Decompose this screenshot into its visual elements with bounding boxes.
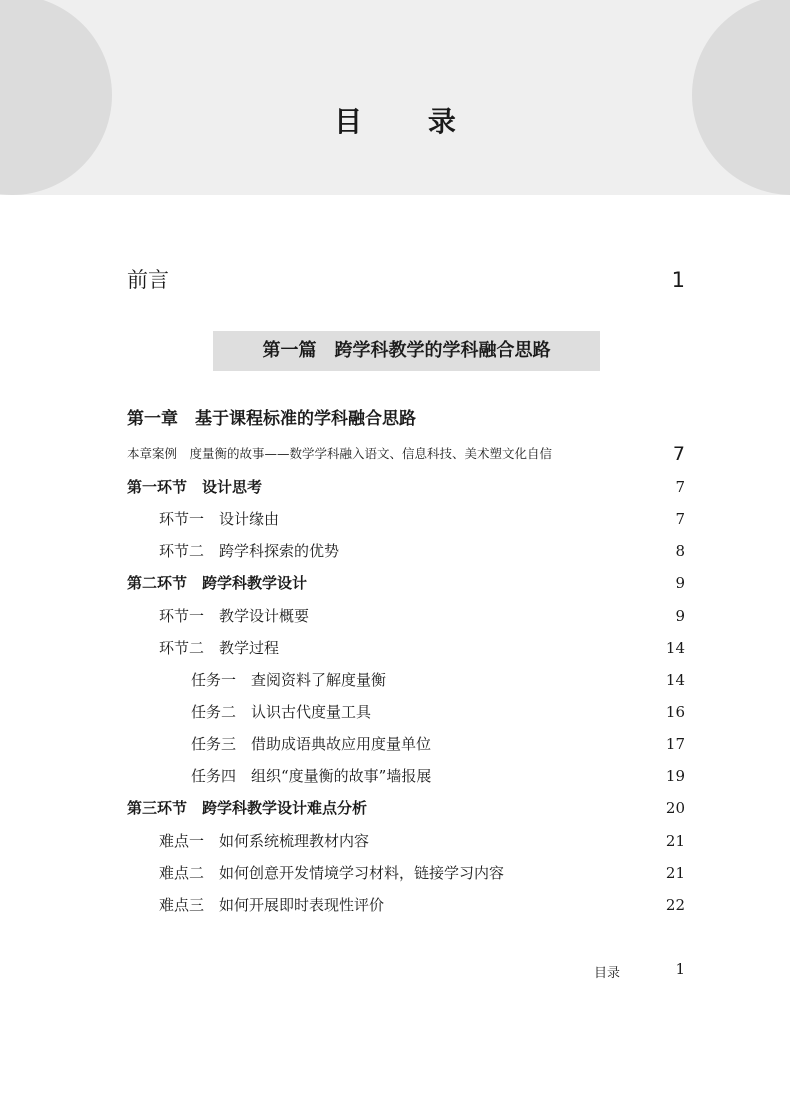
toc-entry-label: 任务三 借助成语典故应用度量单位 [191,735,432,753]
toc-entry-page: 9 [675,574,685,592]
toc-entry-page: 21 [665,864,685,882]
toc-entry-label: 环节一 设计缘由 [159,510,280,528]
toc-entry-page: 16 [665,703,685,721]
toc-entry-label: 环节二 跨学科探索的优势 [159,542,340,560]
toc-entry-label: 任务二 认识古代度量工具 [191,703,372,721]
header-banner [0,0,790,195]
toc-entry[interactable] [0,760,790,792]
toc-entry[interactable] [0,728,790,760]
toc-entry-page: 21 [665,832,685,850]
toc-entry[interactable] [0,857,790,889]
toc-entry[interactable] [0,503,790,535]
toc-entry[interactable] [0,696,790,728]
toc-entry[interactable] [0,825,790,857]
toc-entry-label: 第三环节 跨学科教学设计难点分析 [127,799,368,817]
part-heading[interactable]: 第一篇 跨学科教学的学科融合思路 [213,331,600,371]
toc-entry[interactable] [0,535,790,567]
chapter-label: 第一章 基于课程标准的学科融合思路 [127,409,416,429]
toc-entry-label: 任务四 组织“度量衡的故事”墙报展 [191,767,432,785]
toc-entry-page: 20 [665,799,685,817]
toc-entry-label: 第二环节 跨学科教学设计 [127,574,308,592]
toc-entry-label: 本章案例 度量衡的故事——数学学科融入语文、信息科技、美术塑文化自信 [127,446,553,461]
toc-entry-page: 7 [672,443,685,465]
decorative-circle-left [0,0,112,195]
chapter-heading[interactable] [0,403,790,435]
toc-entry-page: 22 [665,896,685,914]
toc-entry[interactable] [0,664,790,696]
toc-entry-page: 19 [665,767,685,785]
toc-entry-case[interactable] [0,438,790,470]
toc-entry-label: 难点二 如何创意开发情境学习材料，链接学习内容 [159,864,505,882]
toc-entry-page: 7 [675,478,685,496]
toc-entry-page: 1 [671,268,685,292]
toc-entry-label: 难点一 如何系统梳理教材内容 [159,832,370,850]
toc-entry-label: 任务一 查阅资料了解度量衡 [191,671,387,689]
toc-entry-label: 难点三 如何开展即时表现性评价 [159,896,385,914]
toc-entry[interactable] [0,889,790,921]
toc-entry-page: 7 [675,510,685,528]
toc-entry-label: 环节二 教学过程 [159,639,280,657]
toc-entry[interactable] [0,600,790,632]
toc-entry-label: 环节一 教学设计概要 [159,607,310,625]
page-title: 目 录 [334,105,484,138]
toc-entry-page: 14 [665,639,685,657]
toc-entry-page: 8 [675,542,685,560]
toc-entry-page: 9 [675,607,685,625]
toc-entry[interactable] [0,567,790,599]
toc-entry[interactable] [0,792,790,824]
decorative-circle-right [692,0,790,195]
toc-entry-label: 第一环节 设计思考 [127,478,263,496]
footer-page-number: 1 [675,960,685,978]
toc-entry-label: 前言 [127,268,169,292]
toc-entry[interactable] [0,632,790,664]
toc-entry-page: 14 [665,671,685,689]
toc-entry[interactable] [0,471,790,503]
footer-label: 目录 [594,966,621,981]
toc-entry-page: 17 [665,735,685,753]
toc-entry-preface[interactable] [0,264,790,296]
